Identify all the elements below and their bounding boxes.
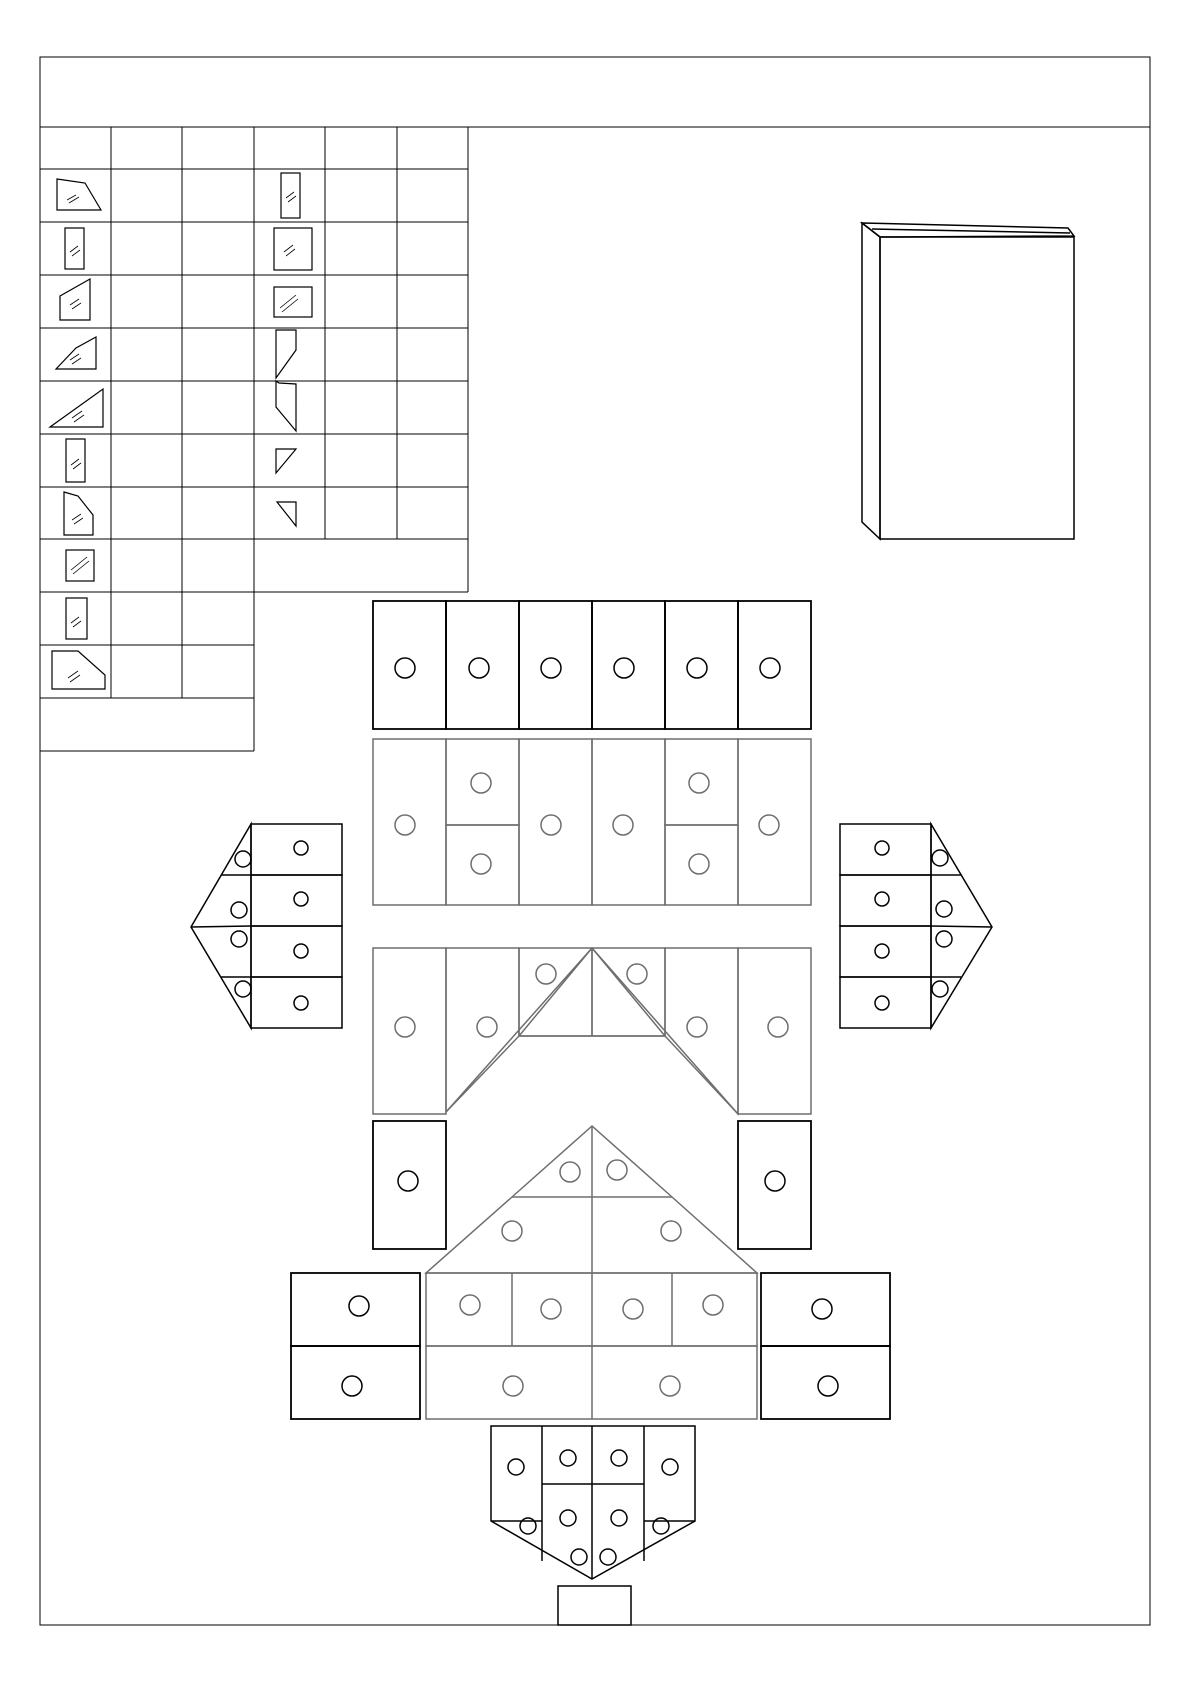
wide-rectangle-glass-icon bbox=[274, 287, 312, 317]
front-upper-glass bbox=[373, 948, 811, 1114]
square-glass-icon bbox=[274, 228, 312, 270]
right-triangle-icon bbox=[276, 449, 296, 473]
right-door-glass bbox=[840, 824, 992, 1028]
glass-panel-3d bbox=[862, 223, 1074, 539]
angled-glass-icon bbox=[56, 337, 96, 369]
left-door-glass bbox=[191, 824, 342, 1028]
square-glass-icon bbox=[66, 550, 94, 581]
chamfered-top-icon bbox=[276, 381, 296, 431]
cabin-label-box bbox=[558, 1586, 631, 1625]
tall-rectangle-glass-icon bbox=[66, 598, 87, 639]
tall-rectangle-glass-icon bbox=[65, 228, 84, 269]
wide-trapezoid-glass-icon bbox=[52, 651, 105, 689]
tall-rectangle-glass-icon bbox=[281, 173, 300, 218]
rear-glass-row bbox=[373, 739, 811, 905]
schedule-icons-right bbox=[274, 173, 312, 526]
angled-top-glass-icon bbox=[60, 279, 90, 320]
long-wedge-glass-icon bbox=[50, 389, 103, 427]
front-bottom-glass bbox=[491, 1426, 695, 1579]
chamfered-bottom-icon bbox=[276, 330, 296, 378]
small-triangle-icon bbox=[277, 502, 296, 526]
tall-rectangle-glass-icon bbox=[66, 439, 85, 482]
roof-glass-row bbox=[373, 601, 811, 729]
windscreen-glass bbox=[426, 1126, 757, 1419]
angled-side-glass-icon bbox=[64, 492, 93, 535]
sheet-frame bbox=[40, 57, 1150, 1625]
trapezoid-glass-icon bbox=[57, 179, 101, 210]
